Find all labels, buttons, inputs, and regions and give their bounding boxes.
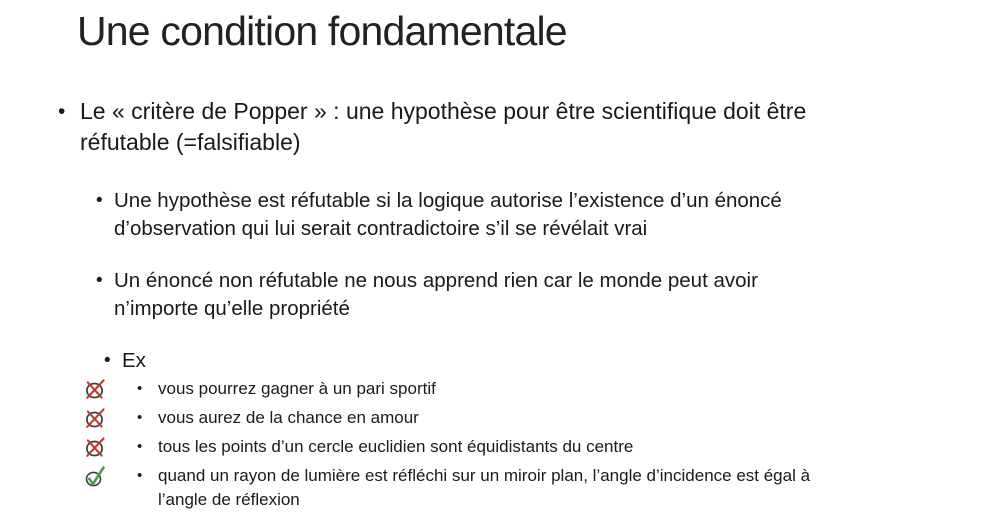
bullet-dot: • xyxy=(137,409,143,426)
bullet-dot: • xyxy=(96,270,103,291)
example-text: vous aurez de la chance en amour xyxy=(158,408,419,427)
bullet-level2-examples-header xyxy=(104,347,984,375)
examples-list xyxy=(84,377,984,516)
check-circle-icon xyxy=(84,464,108,488)
example-row xyxy=(84,377,984,401)
bullet-dot: • xyxy=(137,380,143,397)
bullet-level2-refutable-definition xyxy=(96,187,976,243)
bullet-dot: • xyxy=(104,350,111,371)
cross-circle-icon xyxy=(84,435,108,459)
bullet-dot: • xyxy=(137,438,143,455)
cross-circle-icon xyxy=(84,406,108,430)
cross-circle-icon xyxy=(84,377,108,401)
bullet-level2-text: Un énoncé non réfutable ne nous apprend rien car le monde peut avoir n’importe qu’elle propriété xyxy=(114,269,758,320)
bullet-level2-non-refutable xyxy=(96,267,976,323)
example-text: quand un rayon de lumière est réfléchi sur un miroir plan, l’angle d’incidence est égal à l’angle de réflexion xyxy=(158,466,811,509)
example-text: vous pourrez gagner à un pari sportif xyxy=(158,379,436,398)
bullet-dot: • xyxy=(137,467,143,484)
bullet-level2-text: Une hypothèse est réfutable si la logique autorise l’existence d’un énoncé d’observation qui lui serait contradictoire s’il se révélait vrai xyxy=(114,189,782,240)
bullet-level2-text: Ex xyxy=(122,349,146,372)
bullet-dot: • xyxy=(96,190,103,211)
example-row xyxy=(84,435,984,459)
bullet-level1-text: Le « critère de Popper » : une hypothèse pour être scientifique doit être réfutable (=falsifiable) xyxy=(80,98,807,155)
example-text: tous les points d’un cercle euclidien sont équidistants du centre xyxy=(158,437,634,456)
bullet-level1-popper-criterion xyxy=(58,96,978,158)
bullet-dot: • xyxy=(58,100,66,123)
example-row xyxy=(84,464,984,511)
slide-title: Une condition fondamentale xyxy=(77,8,567,54)
example-row xyxy=(84,406,984,430)
